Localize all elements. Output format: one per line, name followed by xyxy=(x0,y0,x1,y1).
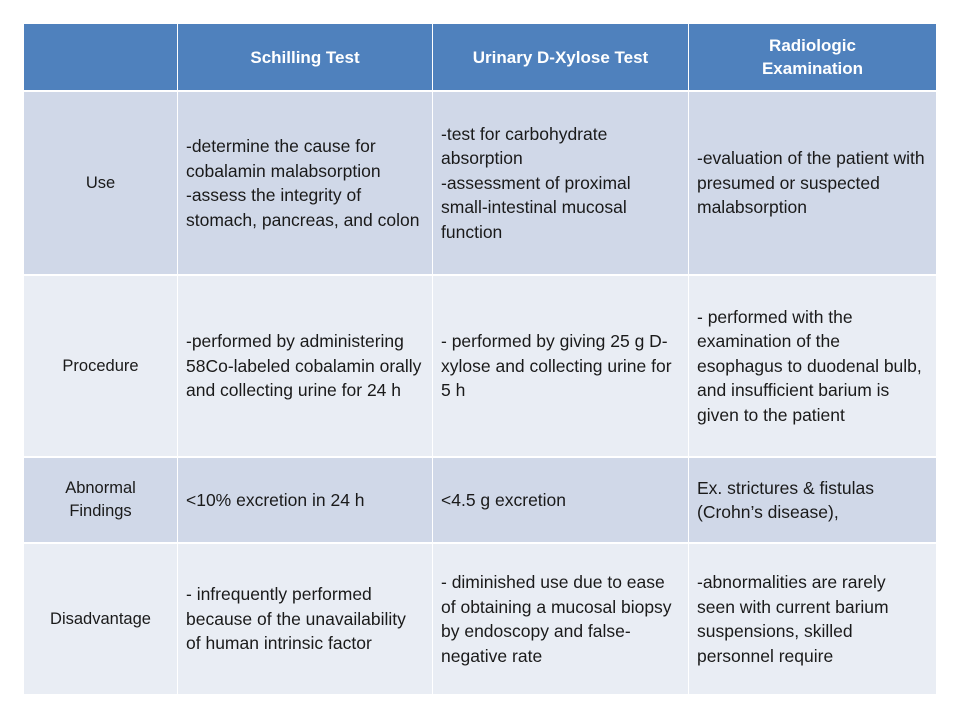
cell-disadvantage-d-xylose: - diminished use due to ease of obtaining a mucosal biopsy by endoscopy and false-negative rate xyxy=(433,544,689,694)
header-schilling-test: Schilling Test xyxy=(178,24,433,92)
row-label-abnormal-findings: Abnormal Findings xyxy=(24,458,178,544)
cell-abnormal-schilling: <10% excretion in 24 h xyxy=(178,458,433,544)
table-row-disadvantage xyxy=(24,544,936,694)
row-label-use: Use xyxy=(24,92,178,276)
cell-disadvantage-radiologic: -abnormalities are rarely seen with current barium suspensions, skilled personnel require xyxy=(689,544,936,694)
comparison-table xyxy=(24,24,936,694)
cell-abnormal-radiologic: Ex. strictures & fistulas (Crohn’s disease), xyxy=(689,458,936,544)
cell-abnormal-d-xylose: <4.5 g excretion xyxy=(433,458,689,544)
table-row-abnormal-findings xyxy=(24,458,936,544)
table-row-procedure xyxy=(24,276,936,458)
header-row xyxy=(24,24,936,92)
header-radiologic-examination: Radiologic Examination xyxy=(689,24,936,92)
row-label-disadvantage: Disadvantage xyxy=(24,544,178,694)
cell-use-schilling: -determine the cause for cobalamin malabsorption -assess the integrity of stomach, pancreas, and colon xyxy=(178,92,433,276)
cell-use-radiologic: -evaluation of the patient with presumed or suspected malabsorption xyxy=(689,92,936,276)
header-urinary-d-xylose-test: Urinary D-Xylose Test xyxy=(433,24,689,92)
cell-disadvantage-schilling: - infrequently performed because of the unavailability of human intrinsic factor xyxy=(178,544,433,694)
row-label-procedure: Procedure xyxy=(24,276,178,458)
table-row-use xyxy=(24,92,936,276)
cell-use-d-xylose: -test for carbohydrate absorption -assessment of proximal small-intestinal mucosal function xyxy=(433,92,689,276)
cell-procedure-d-xylose: - performed by giving 25 g D-xylose and collecting urine for 5 h xyxy=(433,276,689,458)
cell-procedure-radiologic: - performed with the examination of the esophagus to duodenal bulb, and insufficient barium is given to the patient xyxy=(689,276,936,458)
header-corner-cell xyxy=(24,24,178,92)
cell-procedure-schilling: -performed by administering 58Co-labeled cobalamin orally and collecting urine for 24 h xyxy=(178,276,433,458)
